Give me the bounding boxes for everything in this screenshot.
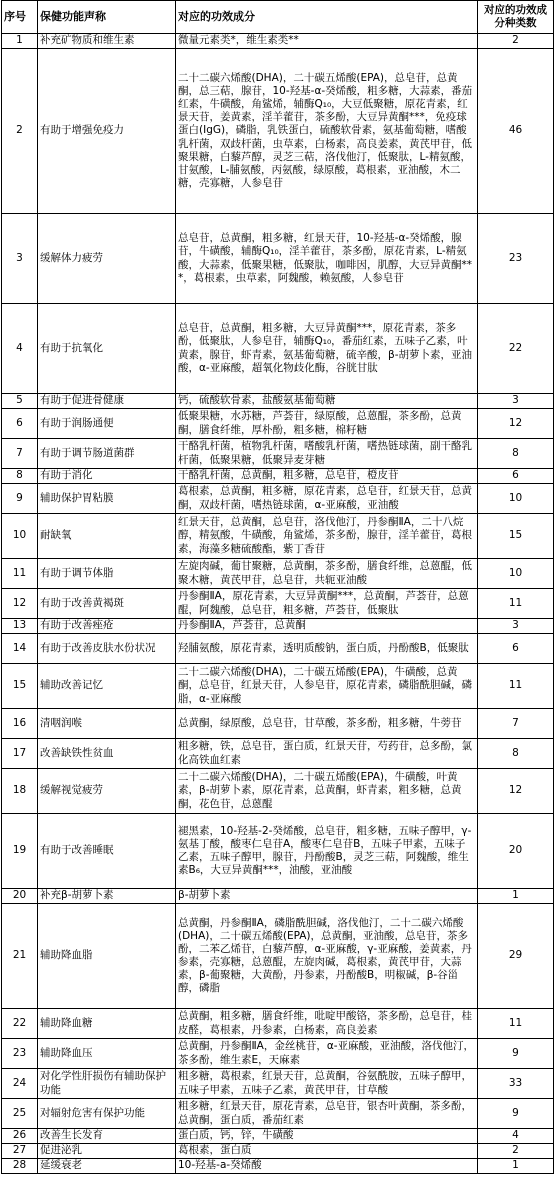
row-function: 改善生长发育 [38, 1129, 176, 1144]
table-row [2, 634, 554, 664]
row-ingredients: 葛根素，总黄酮，粗多糖，原花青素，总皂苷，红景天苷，总黄酮，双歧杆菌，嗜热链球菌，α-亚麻酸，亚油酸 [176, 484, 478, 514]
row-number: 13 [2, 619, 38, 634]
header-count: 对应的功效成分种类数 [478, 1, 554, 34]
row-ingredients: β-胡萝卜素 [176, 889, 478, 904]
table-row [2, 619, 554, 634]
row-count: 12 [478, 409, 554, 439]
row-ingredients: 二十二碳六烯酸(DHA)，二十碳五烯酸(EPA)，总皂苷，总黄酮，总三萜，腺苷，10-羟基-α-癸烯酸，粗多糖，大蒜素，番茄红素，牛磺酸，角鲨烯，辅酶Q₁₀，大豆低聚糖，原花青素，红景天苷，姜黄素，淫羊藿苷，茶多酚，大豆异黄酮***，免疫球蛋白(IgG)，磷脂，乳铁蛋白，硫酸软骨素，氨基葡萄糖，嗜酸乳杆菌，双歧杆菌，虫草素，白杨素，高良姜素，黄芪甲苷，低聚果糖，白藜芦醇，灵芝三萜，洛伐他汀，低聚肽，L-精氨酸，甘氨酸，L-脯氨酸，丙氨酸，绿原酸，葛根素，亚油酸，木二糖，壳寡糖，人参皂苷 [176, 49, 478, 214]
row-function: 有助于改善黄褐斑 [38, 589, 176, 619]
row-count: 11 [478, 589, 554, 619]
row-number: 9 [2, 484, 38, 514]
row-number: 7 [2, 439, 38, 469]
row-number: 25 [2, 1099, 38, 1129]
row-function: 缓解视觉疲劳 [38, 769, 176, 814]
row-ingredients: 干酪乳杆菌，植物乳杆菌，嗜酸乳杆菌，嗜热链球菌，副干酪乳杆菌，低聚果糖，低聚异麦芽糖 [176, 439, 478, 469]
row-function: 辅助改善记忆 [38, 664, 176, 709]
row-count: 3 [478, 619, 554, 634]
row-ingredients: 干酪乳杆菌，总黄酮，粗多糖，总皂苷，橙皮苷 [176, 469, 478, 484]
table-row [2, 1144, 554, 1159]
row-ingredients: 粗多糖，铁，总皂苷，蛋白质，红景天苷，芍药苷，总多酚，氯化高铁血红素 [176, 739, 478, 769]
row-function: 补充矿物质和维生素 [38, 34, 176, 49]
table-row [2, 49, 554, 214]
table-row [2, 409, 554, 439]
row-ingredients: 二十二碳六烯酸(DHA)，二十碳五烯酸(EPA)，牛磺酸，叶黄素，β-胡萝卜素，原花青素，总黄酮，虾青素，粗多糖，总黄酮，花色苷，总蒽醌 [176, 769, 478, 814]
row-number: 28 [2, 1159, 38, 1174]
row-count: 1 [478, 889, 554, 904]
row-function: 延缓衰老 [38, 1159, 176, 1174]
row-number: 15 [2, 664, 38, 709]
row-ingredients: 左旋肉碱，葡甘聚糖，总黄酮，茶多酚，膳食纤维，总蒽醌，低聚木糖，黄芪甲苷，总皂苷，共轭亚油酸 [176, 559, 478, 589]
table-row [2, 484, 554, 514]
table-row [2, 439, 554, 469]
row-function: 有助于促进骨健康 [38, 394, 176, 409]
row-function: 促进泌乳 [38, 1144, 176, 1159]
row-function: 有助于改善痤疮 [38, 619, 176, 634]
header-row [2, 1, 554, 34]
row-function: 有助于消化 [38, 469, 176, 484]
table-header [2, 1, 554, 34]
row-function: 辅助降血糖 [38, 1009, 176, 1039]
table-row [2, 739, 554, 769]
row-function: 补充β-胡萝卜素 [38, 889, 176, 904]
row-number: 5 [2, 394, 38, 409]
table-row [2, 469, 554, 484]
row-ingredients: 总黄酮，粗多糖，膳食纤维，吡啶甲酸铬，茶多酚，总皂苷，桂皮醛，葛根素，丹参素，白杨素，高良姜素 [176, 1009, 478, 1039]
row-function: 有助于改善皮肤水份状况 [38, 634, 176, 664]
row-ingredients: 褪黑素，10-羟基-2-癸烯酸，总皂苷，粗多糖，五味子醇甲，γ-氨基丁酸，酸枣仁皂苷A，酸枣仁皂苷B，五味子甲素，五味子乙素，五味子醇甲，腺苷，丹酚酸B，灵芝三萜，阿魏酸，维生素B₆，大豆异黄酮***，油酸，亚油酸 [176, 814, 478, 889]
row-function: 耐缺氧 [38, 514, 176, 559]
table-row [2, 1099, 554, 1129]
row-number: 3 [2, 214, 38, 304]
row-ingredients: 总皂苷，总黄酮，粗多糖，大豆异黄酮***，原花青素，茶多酚，低聚肽，人参皂苷，辅酶Q₁₀，番茄红素，五味子乙素，叶黄素，腺苷，虾青素，氨基葡萄糖，硫辛酸，β-胡萝卜素，亚油酸，α-亚麻酸，超氧化物歧化酶，谷胱甘肽 [176, 304, 478, 394]
row-count: 6 [478, 634, 554, 664]
row-ingredients: 丹参酮ⅡA，原花青素，大豆异黄酮***，总黄酮，芦荟苷，总蒽醌，阿魏酸，总皂苷，粗多糖，芦荟苷，低聚肽 [176, 589, 478, 619]
row-count: 2 [478, 34, 554, 49]
row-number: 12 [2, 589, 38, 619]
row-count: 6 [478, 469, 554, 484]
table-row [2, 1039, 554, 1069]
table-body [2, 34, 554, 1174]
row-number: 1 [2, 34, 38, 49]
row-count: 10 [478, 559, 554, 589]
row-function: 辅助保护胃粘膜 [38, 484, 176, 514]
table-row [2, 769, 554, 814]
row-count: 9 [478, 1099, 554, 1129]
row-ingredients: 丹参酮ⅡA，芦荟苷，总黄酮 [176, 619, 478, 634]
row-function: 有助于调节体脂 [38, 559, 176, 589]
row-count: 8 [478, 439, 554, 469]
table-row [2, 589, 554, 619]
row-number: 22 [2, 1009, 38, 1039]
row-function: 有助于调节肠道菌群 [38, 439, 176, 469]
row-ingredients: 葛根素，蛋白质 [176, 1144, 478, 1159]
row-number: 16 [2, 709, 38, 739]
row-function: 辅助降血压 [38, 1039, 176, 1069]
row-number: 10 [2, 514, 38, 559]
row-ingredients: 总黄酮，绿原酸，总皂苷，甘草酸，茶多酚，粗多糖，牛蒡苷 [176, 709, 478, 739]
row-function: 有助于增强免疫力 [38, 49, 176, 214]
row-ingredients: 微量元素类*，维生素类** [176, 34, 478, 49]
row-ingredients: 粗多糖，葛根素，红景天苷，总黄酮，谷氨酰胺，五味子醇甲，五味子甲素，五味子乙素，黄芪甲苷，甘草酸 [176, 1069, 478, 1099]
row-function: 辅助降血脂 [38, 904, 176, 1009]
row-number: 26 [2, 1129, 38, 1144]
header-no: 序号 [2, 1, 38, 34]
row-number: 11 [2, 559, 38, 589]
table-row [2, 1159, 554, 1174]
row-number: 2 [2, 49, 38, 214]
header-ingredients: 对应的功效成分 [176, 1, 478, 34]
row-count: 15 [478, 514, 554, 559]
row-count: 3 [478, 394, 554, 409]
row-count: 9 [478, 1039, 554, 1069]
table-row [2, 1069, 554, 1099]
row-ingredients: 总皂苷，总黄酮，粗多糖，红景天苷，10-羟基-α-癸烯酸，腺苷，牛磺酸，辅酶Q₁₀，淫羊藿苷，茶多酚，原花青素，L-精氨酸，大蒜素，低聚果糖，低聚肽，咖啡因，肌醇，大豆异黄酮***，葛根素，虫草素，阿魏酸，赖氨酸，人参皂苷 [176, 214, 478, 304]
row-number: 8 [2, 469, 38, 484]
row-ingredients: 总黄酮，丹参酮ⅡA，磷脂酰胆碱，洛伐他汀，二十二碳六烯酸(DHA)，二十碳五烯酸(EPA)，总黄酮，亚油酸，总皂苷，茶多酚，二苯乙烯苷，白藜芦醇，α-亚麻酸，γ-亚麻酸，姜黄素，丹参素，壳寡糖，总蒽醌，左旋肉碱，葛根素，黄芪甲苷，大蒜素，β-葡聚糖，大黄酚，丹参素，丹酚酸B，明椒碱，β-谷甾醇，磷脂 [176, 904, 478, 1009]
row-count: 29 [478, 904, 554, 1009]
row-count: 11 [478, 1009, 554, 1039]
table-row [2, 664, 554, 709]
table-row [2, 34, 554, 49]
row-count: 11 [478, 664, 554, 709]
table-row [2, 1129, 554, 1144]
row-number: 20 [2, 889, 38, 904]
row-count: 23 [478, 214, 554, 304]
row-ingredients: 10-羟基-a-癸烯酸 [176, 1159, 478, 1174]
row-count: 2 [478, 1144, 554, 1159]
row-ingredients: 红景天苷，总黄酮，总皂苷，洛伐他汀，丹参酮ⅡA，二十八烷醇，精氨酸，牛磺酸，角鲨烯，茶多酚，腺苷，淫羊藿苷，葛根素，海藻多糖硫酸酯，紫丁香苷 [176, 514, 478, 559]
row-ingredients: 粗多糖，红景天苷，原花青素，总皂苷，银杏叶黄酮，茶多酚，总黄酮，蛋白质，番茄红素 [176, 1099, 478, 1129]
row-ingredients: 低聚果糖，水苏糖，芦荟苷，绿原酸，总蒽醌，茶多酚，总黄酮，膳食纤维，厚朴酚，粗多糖，棉籽糖 [176, 409, 478, 439]
table-row [2, 394, 554, 409]
table-row [2, 304, 554, 394]
table-row [2, 559, 554, 589]
row-number: 23 [2, 1039, 38, 1069]
row-count: 8 [478, 739, 554, 769]
row-number: 4 [2, 304, 38, 394]
row-count: 22 [478, 304, 554, 394]
row-number: 24 [2, 1069, 38, 1099]
table-row [2, 904, 554, 1009]
header-function: 保健功能声称 [38, 1, 176, 34]
row-count: 46 [478, 49, 554, 214]
row-function: 缓解体力疲劳 [38, 214, 176, 304]
row-function: 对辐射危害有保护功能 [38, 1099, 176, 1129]
row-count: 20 [478, 814, 554, 889]
table-row [2, 889, 554, 904]
table-row [2, 514, 554, 559]
row-ingredients: 羟脯氨酸，原花青素，透明质酸钠，蛋白质，丹酚酸B，低聚肽 [176, 634, 478, 664]
row-number: 14 [2, 634, 38, 664]
row-function: 有助于改善睡眠 [38, 814, 176, 889]
row-function: 改善缺铁性贫血 [38, 739, 176, 769]
health-function-table [1, 0, 554, 1174]
row-ingredients: 二十二碳六烯酸(DHA)，二十碳五烯酸(EPA)，牛磺酸，总黄酮，总皂苷，红景天苷，人参皂苷，原花青素，磷脂酰胆碱，磷脂，α-亚麻酸 [176, 664, 478, 709]
row-number: 19 [2, 814, 38, 889]
row-ingredients: 钙，硫酸软骨素，盐酸氨基葡萄糖 [176, 394, 478, 409]
row-function: 有助于润肠通便 [38, 409, 176, 439]
row-ingredients: 蛋白质，钙，锌，牛磺酸 [176, 1129, 478, 1144]
row-count: 33 [478, 1069, 554, 1099]
row-number: 6 [2, 409, 38, 439]
row-count: 4 [478, 1129, 554, 1144]
row-number: 21 [2, 904, 38, 1009]
row-count: 10 [478, 484, 554, 514]
table-row [2, 709, 554, 739]
table-row [2, 814, 554, 889]
row-function: 清咽润喉 [38, 709, 176, 739]
row-count: 12 [478, 769, 554, 814]
table-row [2, 1009, 554, 1039]
row-number: 18 [2, 769, 38, 814]
row-function: 有助于抗氧化 [38, 304, 176, 394]
row-count: 7 [478, 709, 554, 739]
row-number: 27 [2, 1144, 38, 1159]
row-number: 17 [2, 739, 38, 769]
row-function: 对化学性肝损伤有辅助保护功能 [38, 1069, 176, 1099]
row-ingredients: 总黄酮，丹参酮ⅡA，金丝桃苷，α-亚麻酸，亚油酸，洛伐他汀，茶多酚，维生素E，天麻素 [176, 1039, 478, 1069]
table-row [2, 214, 554, 304]
row-count: 1 [478, 1159, 554, 1174]
